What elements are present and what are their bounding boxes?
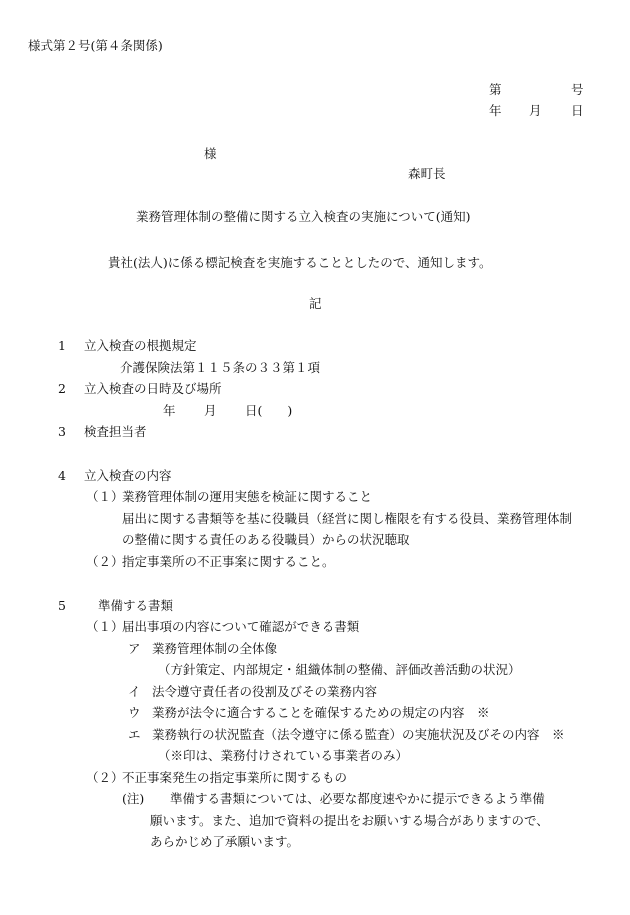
list-mark-e: エ [128, 727, 141, 742]
list-note-asterisk: （※印は、業務付けされている事業者のみ） [158, 748, 409, 763]
note-line-1: 準備する書類については、必要な都度速やかに提示できるよう準備 [170, 791, 545, 806]
item-4-sub1-line1: 届出に関する書類等を基に役職員（経営に関し権限を有する役員、業務管理体制 [122, 511, 573, 526]
note-line-2: 願います。また、追加で資料の提出をお願いする場合がありますので、 [150, 813, 549, 828]
sender: 森町長 [408, 166, 446, 181]
item-4-sub1-num: （１） [86, 489, 124, 504]
list-mark-i: イ [128, 684, 141, 699]
list-mark-u: ウ [128, 705, 141, 720]
item-2-month: 月 [204, 403, 217, 418]
doc-number-suffix: 号 [571, 82, 584, 97]
item-4-sub1-line2: の整備に関する責任のある役職員）からの状況聴取 [122, 532, 410, 547]
item-2-heading: 立入検査の日時及び場所 [84, 381, 222, 396]
list-text-a: 業務管理体制の全体像 [152, 641, 278, 656]
item-4-sub2-text: 指定事業所の不正事案に関すること。 [122, 554, 335, 569]
date-month: 月 [529, 103, 542, 118]
item-2-num: 2 [58, 381, 66, 396]
item-1-heading: 立入検査の根拠規定 [84, 338, 197, 353]
addressee-suffix: 様 [204, 146, 217, 161]
note-line-3: あらかじめ了承願います。 [150, 834, 300, 849]
note-label: (注) [122, 791, 145, 806]
item-5-heading: 準備する書類 [98, 598, 174, 613]
item-3-heading: 検査担当者 [84, 424, 147, 439]
form-label: 様式第２号(第４条関係) [28, 38, 163, 53]
list-text-e: 業務執行の状況監査（法令遵守に係る監査）の実施状況及びその内容 ※ [152, 727, 565, 742]
item-5-sub1-num: （１） [86, 619, 124, 634]
item-2-day: 日( ) [245, 403, 293, 418]
list-text-u: 業務が法令に適合することを確保するための規定の内容 ※ [152, 705, 490, 720]
item-4-heading: 立入検査の内容 [84, 468, 172, 483]
item-5-sub2-text: 不正事案発生の指定事業所に関するもの [122, 770, 348, 785]
item-4-sub2-num: （２） [86, 554, 124, 569]
item-1-num: 1 [58, 338, 66, 353]
item-5-sub2-num: （２） [86, 770, 124, 785]
document-title: 業務管理体制の整備に関する立入検査の実施について(通知) [136, 209, 471, 224]
date-year: 年 [489, 103, 502, 118]
item-4-sub1-text: 業務管理体制の運用実態を検証に関すること [122, 489, 373, 504]
item-4-num: 4 [58, 468, 66, 483]
item-2-year: 年 [163, 403, 176, 418]
list-mark-a: ア [128, 641, 141, 656]
body-text: 貴社(法人)に係る標記検査を実施することとしたので、通知します。 [108, 255, 492, 270]
item-5-sub1-text: 届出事項の内容について確認ができる書類 [122, 619, 360, 634]
list-text-i: 法令遵守責任者の役割及びその業務内容 [152, 684, 378, 699]
item-1-detail: 介護保険法第１１５条の３３第１項 [120, 360, 321, 375]
date-day: 日 [571, 103, 584, 118]
ki-label: 記 [309, 296, 322, 311]
list-text-a-detail: （方針策定、内部規定・組織体制の整備、評価改善活動の状況） [158, 662, 521, 677]
doc-number-prefix: 第 [489, 82, 502, 97]
item-5-num: 5 [58, 598, 66, 613]
item-3-num: 3 [58, 424, 66, 439]
